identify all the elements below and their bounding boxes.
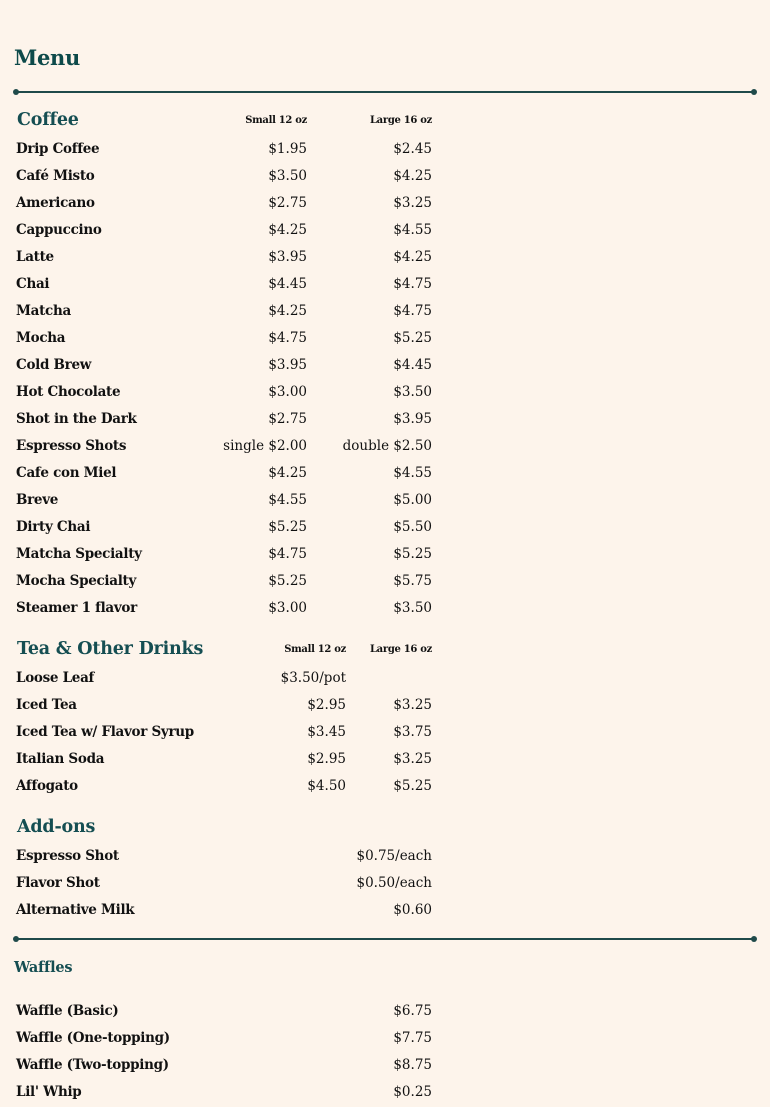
item-name: Flavor Shot	[16, 875, 100, 891]
menu-item-row	[0, 488, 770, 515]
menu-item-row	[0, 1026, 770, 1053]
tea-large-size-header: Large 16 oz	[369, 644, 432, 655]
item-price: $0.60	[393, 902, 432, 918]
small-price: $4.25	[268, 465, 307, 481]
large-price: $3.75	[393, 724, 432, 740]
small-price: $4.75	[268, 330, 307, 346]
menu-item-row	[0, 569, 770, 596]
tea-section	[0, 639, 770, 801]
coffee-section-title: Coffee	[17, 110, 79, 130]
small-price: $3.95	[268, 357, 307, 373]
item-name: Iced Tea	[16, 697, 77, 713]
large-price: $5.25	[393, 330, 432, 346]
item-price: $7.75	[393, 1030, 432, 1046]
large-price: $4.25	[393, 249, 432, 265]
item-name: Waffle (Basic)	[16, 1003, 119, 1019]
item-name: Espresso Shot	[16, 848, 119, 864]
item-name: Café Misto	[16, 168, 95, 184]
coffee-section-header	[0, 110, 770, 137]
small-price: $3.50/pot	[280, 670, 346, 686]
item-name: Matcha	[16, 303, 71, 319]
menu-item-row	[0, 747, 770, 774]
item-name: Waffle (Two-topping)	[16, 1057, 169, 1073]
item-price: $0.50/each	[356, 875, 432, 891]
small-price: $3.00	[268, 600, 307, 616]
menu-item-row	[0, 871, 770, 898]
large-price: $3.50	[393, 600, 432, 616]
large-price: $3.50	[393, 384, 432, 400]
small-price: $2.75	[268, 195, 307, 211]
item-name: Chai	[16, 276, 50, 292]
item-name: Breve	[16, 492, 59, 508]
menu-item-row	[0, 461, 770, 488]
item-price: $0.75/each	[356, 848, 432, 864]
small-price: single $2.00	[223, 438, 307, 454]
large-price: double $2.50	[342, 438, 432, 454]
large-price: $4.75	[393, 276, 432, 292]
item-name: Alternative Milk	[16, 902, 135, 918]
waffles-section-title: Waffles	[14, 959, 73, 976]
large-price: $3.25	[393, 195, 432, 211]
menu-item-row	[0, 407, 770, 434]
small-price: $2.75	[268, 411, 307, 427]
menu-item-row	[0, 1053, 770, 1080]
menu-item-row	[0, 191, 770, 218]
coffee-small-size-header: Small 12 oz	[245, 115, 307, 126]
large-price: $5.50	[393, 519, 432, 535]
tea-section-title: Tea & Other Drinks	[17, 639, 204, 659]
item-name: Matcha Specialty	[16, 546, 142, 562]
middle-divider	[16, 938, 754, 940]
menu-item-row	[0, 999, 770, 1026]
menu-item-row	[0, 774, 770, 801]
large-price: $2.45	[393, 141, 432, 157]
item-name: Cafe con Miel	[16, 465, 117, 481]
menu-item-row	[0, 245, 770, 272]
large-price: $4.55	[393, 465, 432, 481]
small-price: $3.95	[268, 249, 307, 265]
menu-item-row	[0, 434, 770, 461]
item-name: Espresso Shots	[16, 438, 127, 454]
item-name: Drip Coffee	[16, 141, 100, 157]
item-name: Italian Soda	[16, 751, 105, 767]
item-name: Mocha Specialty	[16, 573, 137, 589]
item-name: Mocha	[16, 330, 66, 346]
large-price: $5.25	[393, 778, 432, 794]
item-name: Hot Chocolate	[16, 384, 121, 400]
waffles-section	[0, 958, 770, 1107]
menu-item-row	[0, 218, 770, 245]
addons-section-header	[0, 817, 770, 844]
menu-item-row	[0, 1080, 770, 1107]
menu-item-row	[0, 542, 770, 569]
item-name: Waffle (One-topping)	[16, 1030, 170, 1046]
small-price: $5.25	[268, 519, 307, 535]
large-price: $3.25	[393, 751, 432, 767]
item-name: Shot in the Dark	[16, 411, 137, 427]
small-price: $1.95	[268, 141, 307, 157]
addons-section	[0, 817, 770, 925]
item-name: Latte	[16, 249, 54, 265]
large-price: $4.45	[393, 357, 432, 373]
top-divider	[16, 91, 754, 93]
small-price: $4.25	[268, 303, 307, 319]
small-price: $4.75	[268, 546, 307, 562]
item-name: Lil' Whip	[16, 1084, 82, 1100]
menu-item-row	[0, 693, 770, 720]
menu-item-row	[0, 353, 770, 380]
small-price: $2.95	[307, 697, 346, 713]
small-price: $3.00	[268, 384, 307, 400]
small-price: $3.50	[268, 168, 307, 184]
menu-item-row	[0, 844, 770, 871]
item-price: $0.25	[393, 1084, 432, 1100]
item-name: Steamer 1 flavor	[16, 600, 137, 616]
addons-section-title: Add-ons	[17, 817, 96, 837]
menu-item-row	[0, 164, 770, 191]
coffee-section	[0, 110, 770, 623]
coffee-large-size-header: Large 16 oz	[369, 115, 432, 126]
item-name: Dirty Chai	[16, 519, 91, 535]
large-price: $5.75	[393, 573, 432, 589]
menu-item-row	[0, 720, 770, 747]
small-price: $4.50	[307, 778, 346, 794]
large-price: $4.25	[393, 168, 432, 184]
item-name: Cappuccino	[16, 222, 102, 238]
item-name: Cold Brew	[16, 357, 92, 373]
menu-item-row	[0, 137, 770, 164]
tea-section-header	[0, 639, 770, 666]
menu-item-row	[0, 326, 770, 353]
small-price: $4.55	[268, 492, 307, 508]
menu-item-row	[0, 666, 770, 693]
large-price: $4.55	[393, 222, 432, 238]
item-price: $6.75	[393, 1003, 432, 1019]
tea-small-size-header: Small 12 oz	[284, 644, 346, 655]
small-price: $4.45	[268, 276, 307, 292]
menu-item-row	[0, 380, 770, 407]
item-name: Loose Leaf	[16, 670, 95, 686]
large-price: $5.25	[393, 546, 432, 562]
menu-item-row	[0, 898, 770, 925]
small-price: $5.25	[268, 573, 307, 589]
large-price: $3.95	[393, 411, 432, 427]
item-name: Americano	[16, 195, 95, 211]
item-name: Iced Tea w/ Flavor Syrup	[16, 724, 194, 740]
menu-item-row	[0, 596, 770, 623]
small-price: $3.45	[307, 724, 346, 740]
small-price: $2.95	[307, 751, 346, 767]
item-name: Affogato	[16, 778, 78, 794]
large-price: $3.25	[393, 697, 432, 713]
menu-item-row	[0, 299, 770, 326]
page-title: Menu	[14, 45, 80, 70]
menu-item-row	[0, 272, 770, 299]
large-price: $5.00	[393, 492, 432, 508]
item-price: $8.75	[393, 1057, 432, 1073]
small-price: $4.25	[268, 222, 307, 238]
waffles-section-header	[0, 958, 770, 999]
menu-item-row	[0, 515, 770, 542]
large-price: $4.75	[393, 303, 432, 319]
